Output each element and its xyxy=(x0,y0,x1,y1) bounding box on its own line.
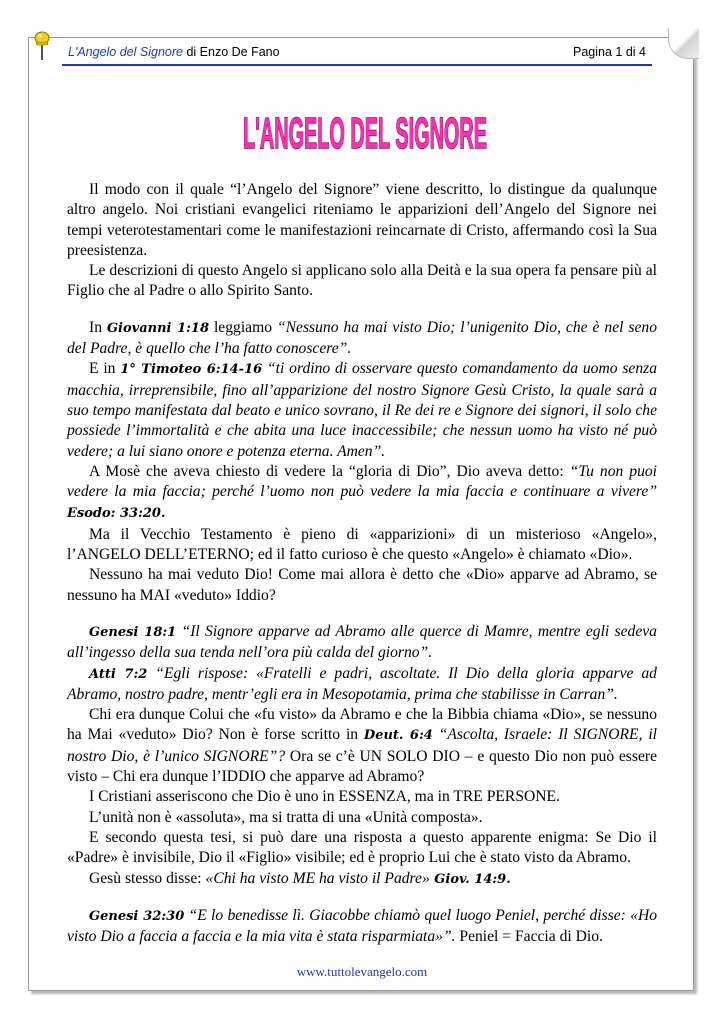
quotation: “ti ordino di osservare questo comandamento da uomo senza macchia, irreprensibile, fino all’apparizione del nostro Signore Gesù Cristo, la quale sarà a suo tempo manifestata dal beato e unico sovrano, il Re dei re e Signore dei signori, il solo che possiede l’immortalità e che abita una luce inaccessibile; che nessun uomo ha visto né può vedere; a lui siano onore e potenza eterna. Amen”. xyxy=(67,360,657,460)
paragraph: L’unità non è «assoluta», ma si tratta di una «Unità composta». xyxy=(89,808,483,826)
paragraph xyxy=(67,622,657,664)
quotation: “Tu non puoi vedere la mia faccia; perché l’uomo non può vedere la mia faccia e continuare a vivere” xyxy=(67,462,657,501)
bible-reference: Giov. 14:9. xyxy=(429,871,511,887)
quotation: “Nessuno ha mai visto Dio; l’unigenito Dio, che è nel seno del Padre, è quello che l’ha fatto conoscere”. xyxy=(67,318,657,358)
paragraph: I Cristiani asseriscono che Dio è uno in ESSENZA, ma in TRE PERSONE. xyxy=(89,788,560,806)
bible-reference: 1° Timoteo 6:14-16 xyxy=(120,362,263,378)
paragraph xyxy=(67,664,657,706)
paragraph: A Mosè che aveva chiesto di vedere la “gloria di Dio”, Dio aveva detto: “Tu non puoi vedere la mia faccia; perché l’uomo non può vedere la mia faccia e continuare a vivere” Esodo: 33:20. xyxy=(67,462,657,522)
paragraph: Le descrizioni di questo Angelo si applicano solo alla Deità e la sua opera fa pensare più al Figlio che al Padre o allo Spirito Santo. xyxy=(67,262,657,300)
bible-reference: Genesi 32:30 xyxy=(89,908,185,924)
paragraph: In Giovanni 1:18 leggiamo “Nessuno ha mai visto Dio; l’unigenito Dio, che è nel seno del Padre, è quello che l’ha fatto conoscere”. xyxy=(67,318,657,358)
page-header xyxy=(62,42,652,64)
document-body xyxy=(67,180,657,947)
header-rule xyxy=(62,64,652,66)
paragraph: Il modo con il quale “l’Angelo del Signore” viene descritto, lo distingue da qualunque altro angelo. Noi cristiani evangelici riteniamo le apparizioni dell’Angelo del Signore nei tempi veterotestamentari come le manifestazioni reincarnate di Cristo, affermando così la Sua preesistenza. xyxy=(67,181,657,259)
page-number: Pagina 1 di 4 xyxy=(573,45,646,59)
page-curl xyxy=(668,28,699,59)
quotation: “Egli rispose: «Fratelli e padri, ascoltate. Il Dio della gloria apparve ad Abramo, nostro padre, mentr’egli era in Mesopotamia, prima che stabilisse in Carran”. xyxy=(67,664,657,703)
header-doc-title: L'Angelo del Signore xyxy=(68,45,183,59)
paragraph: Gesù stesso disse: «Chi ha visto ME ha visto il Padre» Giov. 14:9. xyxy=(89,869,511,887)
paragraph: Ma il Vecchio Testamento è pieno di «apparizioni» di un misterioso «Angelo», l’ANGELO DELL’ETERNO; ed il fatto curioso è che questo «Angelo» è chiamato «Dio». xyxy=(67,525,657,564)
bible-reference: Esodo: 33:20. xyxy=(67,506,166,522)
quotation: «Chi ha visto ME ha visto il Padre» xyxy=(205,869,430,887)
paragraph: E in 1° Timoteo 6:14-16 “ti ordino di osservare questo comandamento da uomo senza macchia, irreprensibile, fino all’apparizione del nostro Signore Gesù Cristo, la quale sarà a suo tempo manifestata dal beato e unico sovrano, il Re dei re e Signore dei signori, il solo che possiede l’immortalità e che abita una luce inaccessibile; che nessun uomo ha visto né può vedere; a lui siano onore e potenza eterna. Amen”. xyxy=(67,360,657,460)
pushpin-icon xyxy=(33,28,51,62)
title-logo xyxy=(240,95,490,157)
paragraph: E secondo questa tesi, si può dare una risposta a questo apparente enigma: Se Dio il «Padre» è invisibile, Dio il «Figlio» visibile; ed è proprio Lui che è stato visto da Abramo. xyxy=(67,828,657,867)
header-author: di Enzo De Fano xyxy=(186,45,280,59)
bible-reference: Genesi 18:1 xyxy=(89,624,177,640)
header-title-block xyxy=(68,45,280,59)
title-logo-text: L'ANGELO DEL SIGNORE xyxy=(243,109,487,157)
quotation: “Ascolta, Israele: Il SIGNORE, il nostro Dio, è l’unico SIGNORE”? xyxy=(67,726,657,765)
bible-reference: Atti 7:2 xyxy=(89,666,148,682)
quotation: “Il Signore apparve ad Abramo alle querce di Mamre, mentre egli sedeva all’ingesso della sua tenda nell’ora più calda del giorno”. xyxy=(67,622,657,662)
paragraph: Genesi 32:30 “E lo benedisse lì. Giacobbe chiamò quel luogo Peniel, perché disse: «Ho visto Dio a faccia a faccia e la mia vita è stata risparmiata»”. Peniel = Faccia di Dio. xyxy=(67,906,657,946)
quotation: “E lo benedisse lì. Giacobbe chiamò quel luogo Peniel, perché disse: «Ho visto Dio a faccia a faccia e la mia vita è stata risparmiata»”. xyxy=(67,906,657,946)
footer-website-link[interactable]: www.tuttolevangelo.com xyxy=(296,964,428,979)
paragraph: Chi era dunque Colui che «fu visto» da Abramo e che la Bibbia chiama «Dio», se nessuno ha Mai «veduto» Dio? Non è forse scritto in Deut. 6:4 “Ascolta, Israele: Il SIGNORE, il nostro Dio, è l’unico SIGNORE”? Ora se c’è UN SOLO DIO – e questo Dio non può essere visto – Chi era dunque l’IDDIO che apparve ad Abramo? xyxy=(67,706,657,786)
bible-reference: Deut. 6:4 xyxy=(363,728,433,744)
paragraph: Nessuno ha mai veduto Dio! Come mai allora è detto che «Dio» apparve ad Abramo, se nessuno ha MAI «veduto» Iddio? xyxy=(67,566,657,604)
bible-reference: Giovanni 1:18 xyxy=(106,320,210,336)
